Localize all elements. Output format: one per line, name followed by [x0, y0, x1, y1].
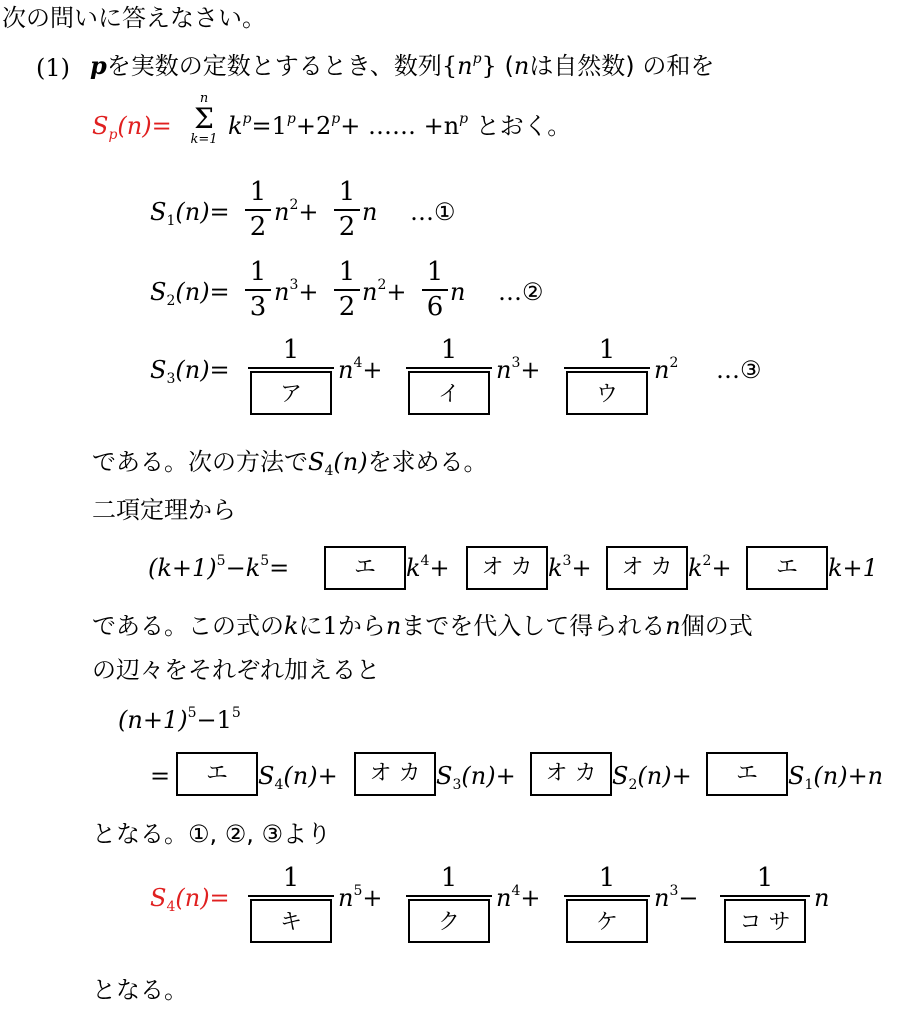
s3-arg: (n)=: [175, 356, 230, 384]
sub-text2: に: [298, 612, 323, 640]
s1-n2: n: [362, 198, 378, 226]
s1-term2: [362, 200, 377, 224]
sub-text3: から: [337, 612, 386, 640]
bin-plus3: +: [711, 554, 732, 582]
s4-term2: [496, 883, 541, 912]
s2-f1-den: 3: [249, 291, 267, 322]
s1-term1: [274, 197, 319, 226]
s2-n2: n: [362, 278, 378, 306]
sr-tail: +n: [847, 762, 884, 790]
sr-plus3: +: [671, 762, 692, 790]
s2-frac2: [334, 258, 360, 321]
sum-minus: −1: [196, 706, 232, 734]
s2-term2: [362, 277, 407, 306]
s2-n1: n: [274, 278, 290, 306]
s1-exp: 2: [289, 197, 299, 213]
s4-fki-num: 1: [282, 863, 300, 893]
s2-plus2: +: [386, 278, 407, 306]
eq-ref-3: …③: [716, 356, 762, 384]
method-s: S: [308, 448, 325, 476]
sum-tail: とおく。: [475, 112, 572, 140]
q1-intro-line: [90, 51, 715, 80]
answer-box-e-3[interactable]: エ: [176, 752, 258, 796]
intro-text-2: の和を: [642, 52, 715, 80]
bin-plus2: +: [571, 554, 592, 582]
method-text1: である。次の方法で: [92, 448, 308, 476]
sr-s2: S: [612, 762, 629, 790]
s3-fa-num: 1: [282, 335, 300, 365]
sub-text1: である。この式の: [92, 612, 284, 640]
exp-p1: p: [286, 111, 296, 127]
s2-e2: 2: [377, 277, 387, 293]
s1-frac2-den: 2: [338, 211, 356, 242]
sum-minus-exp: 5: [231, 705, 241, 721]
s3-term1: [338, 355, 383, 384]
instruction-text: 次の問いに答えなさい。: [2, 4, 266, 32]
s4-arg: (n)=: [175, 884, 230, 912]
brace-close: }: [481, 52, 497, 80]
sr-s1-sub: 1: [804, 777, 814, 793]
sr-plus2: +: [495, 762, 516, 790]
answer-box-kosa[interactable]: コ サ: [724, 899, 806, 943]
sum-dots: + …… +n: [340, 112, 460, 140]
seq-exp: p: [472, 51, 482, 67]
sr-s3-arg: (n): [461, 762, 496, 790]
s1-plus: +: [298, 198, 319, 226]
s2-frac1: [245, 258, 271, 321]
s2-sub: 2: [166, 293, 176, 309]
s4-fke-num: 1: [598, 863, 616, 893]
sub-1: 1: [322, 612, 338, 640]
sr-s4: S: [258, 762, 275, 790]
sr-s1: S: [788, 762, 805, 790]
sum-lhs-expr: (n+1): [118, 706, 188, 734]
sub-n: n: [385, 612, 402, 640]
s3-lhs: [150, 356, 230, 387]
eq-ref-2: …②: [498, 278, 544, 306]
nat-n: n: [513, 52, 530, 80]
nat-text: は自然数): [529, 52, 635, 80]
sr-plus1: +: [317, 762, 338, 790]
answer-box-ke[interactable]: ケ: [566, 899, 648, 943]
bin-k4-k: k: [406, 554, 421, 582]
s3-n3: n: [654, 356, 670, 384]
s4-plus2: +: [520, 884, 541, 912]
sum-lhs-exp: 5: [187, 705, 197, 721]
s3-e3: 2: [669, 355, 679, 371]
s4-frac-kosa: [720, 864, 810, 943]
substitution-line: [92, 614, 753, 638]
sub-text5: 個の式: [680, 612, 753, 640]
s4-frac-ku: [406, 864, 492, 943]
answer-box-oka-2[interactable]: オ カ: [606, 546, 688, 590]
sr-s4-sub: 4: [274, 777, 284, 793]
s4-fkosa-num: 1: [756, 863, 774, 893]
sr-s2-arg: (n): [637, 762, 672, 790]
sp-arg: (n)=: [117, 112, 172, 140]
s3-sub: 3: [166, 371, 176, 387]
method-line: [92, 448, 488, 479]
sumrow-s2: [612, 762, 692, 793]
s4-n2: n: [496, 884, 512, 912]
s4-term3: [654, 883, 699, 912]
paren-open: (: [504, 52, 514, 80]
s2-term1: [274, 277, 319, 306]
s3-frac-i: [406, 336, 492, 415]
s3-symbol: S: [150, 356, 167, 384]
s2-f2-den: 2: [338, 291, 356, 322]
answer-box-e-4[interactable]: エ: [706, 752, 788, 796]
s3-e2: 3: [511, 355, 521, 371]
intro-text: を実数の定数とするとき、数列: [106, 52, 442, 80]
s4-symbol: S: [150, 884, 167, 912]
s2-n3: n: [450, 278, 466, 306]
s2-f1-num: 1: [249, 257, 267, 287]
bin-lhs: (k+1): [148, 554, 217, 582]
sum-k: k: [228, 112, 243, 140]
method-text2: を求める。: [367, 448, 488, 476]
sigma-lower: k=1: [190, 132, 218, 147]
sum-lhs: [118, 705, 241, 734]
sp-definition: [92, 112, 172, 143]
s4-n1: n: [338, 884, 354, 912]
s3-n2: n: [496, 356, 512, 384]
sigma-symbol: Σ: [194, 102, 214, 135]
method-sub: 4: [324, 463, 334, 479]
bin-lhs-exp: 5: [216, 553, 226, 569]
s2-lhs: [150, 278, 230, 309]
sumrow-eq: =: [150, 762, 171, 790]
sub-k: k: [284, 612, 299, 640]
s4-e1: 5: [353, 883, 363, 899]
bin-k3: [548, 553, 592, 582]
sum-k-exp: p: [242, 111, 252, 127]
final-text: となる。: [92, 976, 188, 1004]
answer-box-ki[interactable]: キ: [250, 899, 332, 943]
s2-symbol: S: [150, 278, 167, 306]
s3-fi-num: 1: [440, 335, 458, 365]
bin-k4-exp: 4: [420, 553, 430, 569]
answer-box-oka-4[interactable]: オ カ: [530, 752, 612, 796]
answer-box-oka-3[interactable]: オ カ: [354, 752, 436, 796]
bin-k2-exp: 2: [702, 553, 712, 569]
sr-s4-arg: (n): [283, 762, 318, 790]
bin-k2: [688, 553, 732, 582]
method-arg: (n): [333, 448, 368, 476]
s2-e1: 3: [289, 277, 299, 293]
s3-fu-num: 1: [598, 335, 616, 365]
bin-tail: k+1: [828, 554, 878, 582]
sum-eq1: =1: [251, 112, 287, 140]
answer-box-a[interactable]: ア: [250, 371, 332, 415]
answer-box-e-2[interactable]: エ: [746, 546, 828, 590]
bin-eq: =: [269, 554, 290, 582]
s1-n: n: [274, 198, 290, 226]
exp-pn: p: [459, 111, 469, 127]
sr-s3-sub: 3: [452, 777, 462, 793]
s4-minus: −: [678, 884, 699, 912]
bin-k2-k: k: [688, 554, 703, 582]
s1-frac1-den: 2: [249, 211, 267, 242]
s1-frac1-num: 1: [249, 177, 267, 207]
s1-symbol: S: [150, 198, 167, 226]
sr-s3: S: [436, 762, 453, 790]
s1-arg: (n)=: [175, 198, 230, 226]
sub-n2: n: [665, 612, 681, 640]
s3-term3: [654, 355, 679, 384]
sigma-block: [190, 92, 218, 146]
s2-plus1: +: [298, 278, 319, 306]
s2-f2-num: 1: [338, 257, 356, 287]
s1-lhs: [150, 198, 230, 229]
seq-n: n: [457, 52, 473, 80]
sumrow-s1: [788, 762, 884, 793]
sp-sub: p: [108, 127, 118, 143]
answer-box-oka[interactable]: オ カ: [466, 546, 548, 590]
s4-n3: n: [654, 884, 670, 912]
s4-sub: 4: [166, 899, 176, 915]
answer-box-e[interactable]: エ: [324, 546, 406, 590]
s1-frac1: [245, 178, 271, 241]
s3-plus2: +: [520, 356, 541, 384]
answer-box-ku[interactable]: ク: [408, 899, 490, 943]
bin-k3-k: k: [548, 554, 563, 582]
sumrow-s3: [436, 762, 516, 793]
sumrow-s4: [258, 762, 338, 793]
sr-s2-sub: 2: [628, 777, 638, 793]
s2-f3-den: 6: [426, 291, 444, 322]
s3-frac-a: [248, 336, 334, 415]
eq-ref-1: …①: [410, 198, 456, 226]
sum-expansion: [228, 111, 572, 140]
s4-n4: n: [814, 884, 830, 912]
s3-plus1: +: [362, 356, 383, 384]
bin-minus: −k: [225, 554, 261, 582]
substitution-line-2: の辺々をそれぞれ加えると: [92, 656, 380, 684]
s1-sub: 1: [166, 213, 176, 229]
question-number: (1): [36, 54, 70, 82]
bin-plus1: +: [429, 554, 450, 582]
result-text: となる。①, ②, ③より: [92, 820, 332, 848]
s2-f3-num: 1: [426, 257, 444, 287]
exp-p2: p: [331, 111, 341, 127]
s4-lhs: [150, 884, 230, 915]
s2-arg: (n)=: [175, 278, 230, 306]
answer-box-i[interactable]: イ: [408, 371, 490, 415]
s3-e1: 4: [353, 355, 363, 371]
binomial-lhs: [148, 553, 290, 582]
brace-open: {: [441, 52, 458, 80]
bin-minus-exp: 5: [260, 553, 270, 569]
sigma-upper: n: [199, 91, 209, 106]
s4-frac-ke: [564, 864, 650, 943]
bin-k3-exp: 3: [562, 553, 572, 569]
s4-e3: 3: [669, 883, 679, 899]
s4-frac-ki: [248, 864, 334, 943]
s4-plus1: +: [362, 884, 383, 912]
sr-s1-arg: (n): [813, 762, 848, 790]
binomial-title: 二項定理から: [92, 496, 236, 524]
sub-text4: までを代入して得られる: [401, 612, 666, 640]
s4-fku-num: 1: [440, 863, 458, 893]
s2-term3: [450, 280, 465, 304]
bin-k4: [406, 553, 450, 582]
sp-symbol: S: [92, 112, 109, 140]
sum-plus2: +2: [295, 112, 332, 140]
s2-frac3: [422, 258, 448, 321]
var-p: p: [90, 51, 107, 80]
s4-e2: 4: [511, 883, 521, 899]
s3-n1: n: [338, 356, 354, 384]
s1-frac2: [334, 178, 360, 241]
answer-box-u[interactable]: ウ: [566, 371, 648, 415]
s3-frac-u: [564, 336, 650, 415]
s4-term1: [338, 883, 383, 912]
s1-frac2-num: 1: [338, 177, 356, 207]
s4-term4: [814, 886, 829, 910]
s3-term2: [496, 355, 541, 384]
